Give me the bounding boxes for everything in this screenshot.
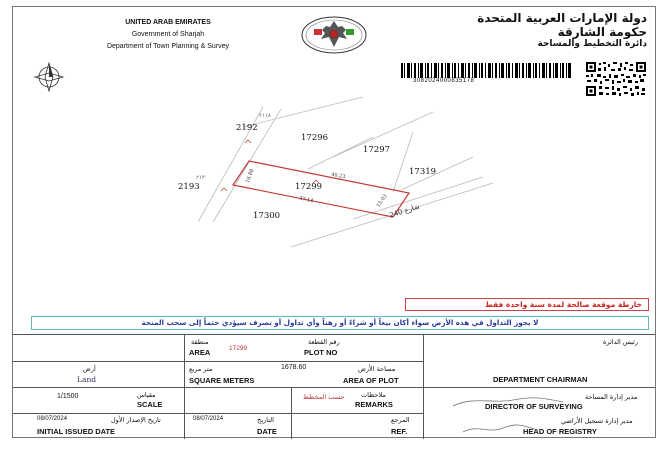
side-length-top: 40.23 [330, 171, 346, 181]
header-department-ar: دائرة التخطيط والمساحة [537, 39, 647, 49]
uae-emblem-icon [299, 15, 369, 55]
scale-value: 1/1500 [57, 393, 79, 400]
ref-label-ar: المرجع [391, 416, 410, 424]
date-value: 08/07/2024 [193, 416, 224, 422]
info-table [13, 334, 655, 439]
road-label: شارع 240 [388, 202, 421, 220]
initial-issued-date-ar: تاريخ الإصدار الأول [111, 416, 161, 424]
chairman-label-ar: رئيس الدائرة [603, 338, 639, 346]
registry-label-ar: مدير إدارة تسجيل الأراضي [561, 417, 633, 425]
header-english [53, 17, 283, 53]
area-label-ar: منطقة [191, 338, 209, 346]
plot-label-17300: 17300 [253, 211, 281, 221]
header-government-ar: حكومة الشارقة [557, 25, 647, 39]
header-country-ar: دولة الإمارات العربية المتحدة [477, 11, 647, 25]
date-label-ar: التاريخ [257, 416, 274, 424]
document-sheet [12, 6, 656, 438]
plot-label-17299: 17299 [295, 182, 323, 192]
plot-area-label-ar: مساحة الأرض [358, 365, 396, 373]
square-meters-label: SQUARE METERS [189, 376, 255, 385]
plot-no-value: 17299 [229, 345, 248, 352]
barcode-number: 3082024000835178 [413, 78, 475, 84]
plot-label-17319: 17319 [409, 167, 437, 177]
scale-label: SCALE [137, 400, 163, 409]
trading-restriction-notice: لا يجوز التداول في هذه الأرض سواء أكان بيعاً أو شراءً أو رهناً وأي تداول أو تصرف سيؤدي حتماً إلى سحب المنحة [31, 316, 649, 330]
plot-label-2192: 2192 [236, 123, 258, 133]
scale-label-ar: مقياس [137, 391, 156, 399]
land-type-ar: أرض [83, 365, 96, 373]
plot-label-17297: 17297 [363, 145, 391, 155]
land-type: Land [77, 375, 97, 384]
plot-no-label-ar: رقم القطعة [308, 338, 340, 346]
qr-code-icon [585, 61, 647, 97]
area-label: AREA [189, 348, 211, 357]
remarks-label: REMARKS [355, 400, 393, 409]
header-country: UNITED ARAB EMIRATES [125, 19, 211, 26]
side-length-bottom: 37.14 [298, 195, 314, 205]
square-meters-ar: متر مربع [189, 365, 213, 373]
plot-label-17296: 17296 [301, 133, 329, 143]
side-length-right: 15.03 [375, 193, 389, 209]
header-department: Department of Town Planning & Survey [106, 43, 230, 50]
initial-issued-date-value: 08/07/2024 [37, 416, 68, 422]
initial-issued-date-label: INITIAL ISSUED DATE [37, 427, 116, 436]
date-label: DATE [257, 427, 277, 436]
plot-area-label: AREA OF PLOT [343, 376, 399, 385]
header-government: Government of Sharjah [131, 31, 205, 38]
chairman-label: DEPARTMENT CHAIRMAN [493, 375, 588, 384]
remarks-value: حسب المخطط [303, 393, 345, 401]
plot-label-2193: 2193 [178, 182, 200, 192]
side-length-left: 16.88 [244, 168, 256, 184]
north-arrow-icon [31, 59, 67, 95]
remarks-label-ar: ملاحظات [361, 391, 386, 399]
map-small-label-b: ٢١٣ [196, 175, 205, 181]
ref-label: REF. [391, 427, 408, 436]
plot-area-value: 1678.60 [281, 364, 307, 371]
map-small-label-a: ٢١١٨ [259, 113, 271, 119]
site-plan-map [13, 97, 655, 297]
surveying-label-ar: مدير إدارة المساحة [585, 393, 638, 401]
registry-label: HEAD OF REGISTRY [523, 427, 597, 436]
surveying-label: DIRECTOR OF SURVEYING [485, 402, 583, 411]
header-arabic [407, 11, 647, 49]
signatures-icon [443, 390, 593, 438]
plot-no-label: PLOT NO [304, 348, 338, 357]
validity-notice: خارطة موقعة صالحة لمدة سنة واحدة فقط [405, 298, 649, 311]
